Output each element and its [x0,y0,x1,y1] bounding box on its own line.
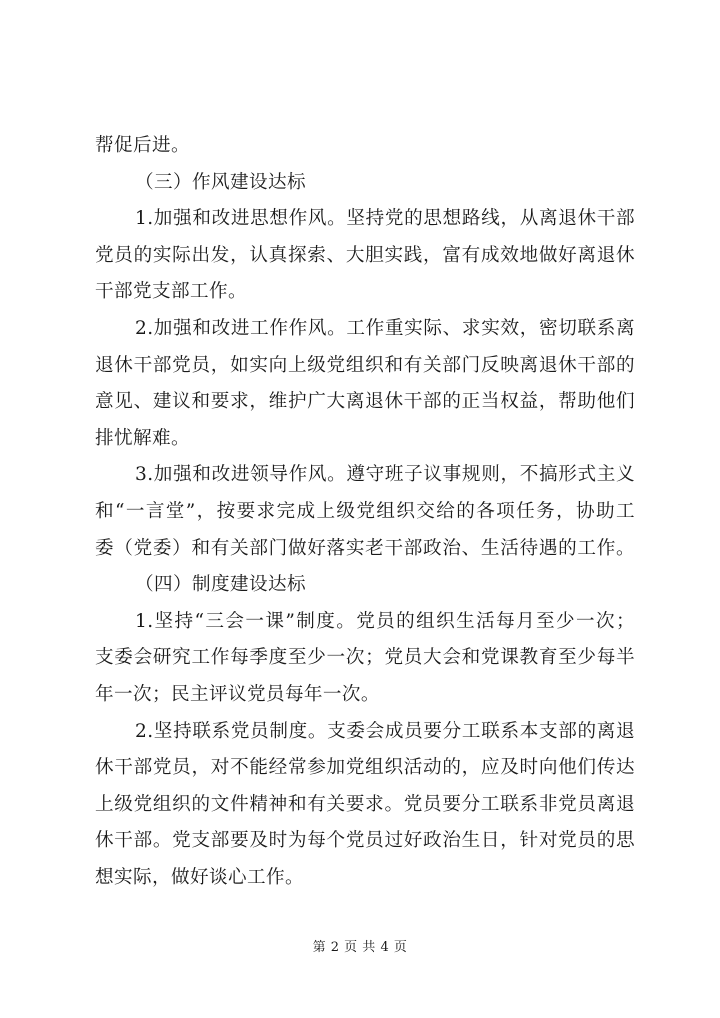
text-line: 帮促后进。 [95,135,190,156]
text-line: 支委会研究工作每季度至少一次；党员大会和党课教育至少每半 [95,647,635,669]
page-number-footer: 第 2 页 共 4 页 [312,940,408,955]
section-heading-system: （四）制度建设达标 [135,574,306,596]
text-line: 党员的实际出发，认真探索、大胆实践，富有成效地做好离退休 [95,244,635,266]
text-line: 和“一言堂”，按要求完成上级党组织交给的各项任务，协助工 [95,500,635,522]
document-body [95,128,635,896]
text-line: 休干部党员，对不能经常参加党组织活动的，应及时向他们传达 [95,757,635,779]
text-line: 2.坚持联系党员制度。支委会成员要分工联系本支部的离退 [135,720,635,742]
text-line: 年一次；民主评议党员每年一次。 [95,683,380,705]
section-heading-style: （三）作风建设达标 [135,171,306,193]
text-line: 退休干部党员，如实向上级党组织和有关部门反映离退休干部的 [95,354,635,376]
text-line: 委（党委）和有关部门做好落实老干部政治、生活待遇的工作。 [95,537,635,559]
text-line: 干部党支部工作。 [95,281,247,303]
text-line: 排忧解难。 [95,427,190,449]
text-line: 上级党组织的文件精神和有关要求。党员要分工联系非党员离退 [95,793,635,815]
text-line: 休干部。党支部要及时为每个党员过好政治生日，针对党员的思 [95,830,635,852]
text-line: 3.加强和改进领导作风。遵守班子议事规则，不搞形式主义 [135,464,635,486]
text-line: 2.加强和改进工作作风。工作重实际、求实效，密切联系离 [135,317,635,339]
text-line: 1.加强和改进思想作风。坚持党的思想路线，从离退休干部 [135,208,635,230]
text-line: 1.坚持“三会一课”制度。党员的组织生活每月至少一次； [135,610,635,632]
text-line: 意见、建议和要求，维护广大离退休干部的正当权益，帮助他们 [95,391,635,413]
text-line: 想实际，做好谈心工作。 [95,866,304,888]
